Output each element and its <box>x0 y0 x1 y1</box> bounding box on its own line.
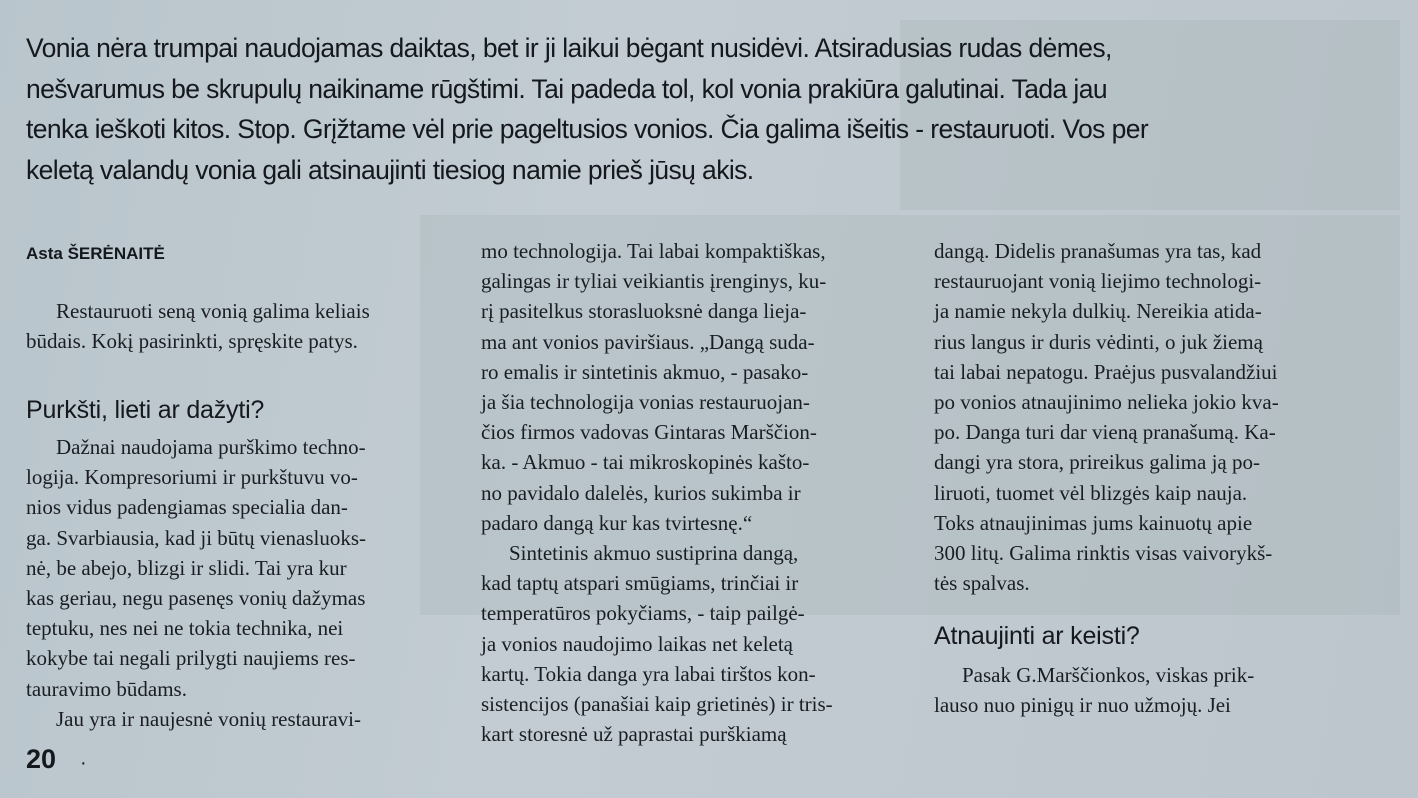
text-line: rius langus ir duris vėdinti, o juk žiemą <box>934 329 1263 354</box>
text-line: Sintetinis akmuo sustiprina dangą, <box>509 541 799 566</box>
text-line: po. Danga turi dar vieną pranašumą. Ka- <box>934 420 1276 445</box>
text-line: ja šia technologija vonias restauruojan- <box>481 390 810 415</box>
lead-line: Vonia nėra trumpai naudojamas daiktas, bet ir ji laikui bėgant nusidėvi. Atsiradusias rudas dėmes, <box>26 33 1112 63</box>
text-line: nios vidus padengiamas specialia dan- <box>26 495 348 520</box>
text-line: kokybe tai negali prilygti naujiems res- <box>26 646 356 671</box>
text-line: 300 litų. Galima rinktis visas vaivorykš- <box>934 541 1273 566</box>
text-line: Restauruoti seną vonią galima keliais <box>56 299 370 323</box>
column-3-body <box>934 660 1364 720</box>
text-line: kart storesnė už paprastai purškiamą <box>481 722 787 747</box>
text-line: ja vonios naudojimo laikas net keletą <box>481 631 794 656</box>
text-line: kad taptų atspari smūgiams, trinčiai ir <box>481 571 799 596</box>
text-line: kartų. Tokia danga yra labai tirštos kon- <box>481 661 816 686</box>
text-line: ro emalis ir sintetinis akmuo, - pasako- <box>481 359 809 384</box>
text-line: Pasak G.Marščionkos, viskas prik- <box>962 663 1255 687</box>
text-line: dangą. Didelis pranašumas yra tas, kad <box>934 239 1262 263</box>
text-line: ka. - Akmuo - tai mikroskopinės kašto- <box>481 450 810 475</box>
text-line: logija. Kompresoriumi ir purkštuvu vo- <box>26 465 358 490</box>
text-line: ma ant vonios paviršiaus. „Dangą suda- <box>481 329 815 354</box>
text-line: teptuku, nes nei ne tokia technika, nei <box>26 616 344 641</box>
text-line: rį pasitelkus storasluoksnė danga lieja- <box>481 299 807 324</box>
text-line: nė, be abejo, blizgi ir slidi. Tai yra kur <box>26 555 347 580</box>
page-number: 20 <box>26 744 57 774</box>
text-line: mo technologija. Tai labai kompaktiškas, <box>481 239 826 263</box>
text-line: restauruojant vonią liejimo technologi- <box>934 269 1262 294</box>
author-byline: Asta ŠERĖNAITĖ <box>26 244 165 263</box>
text-line: ga. Svarbiausia, kad ji būtų vienasluoks- <box>26 525 367 550</box>
lead-line: tenka ieškoti kitos. Stop. Grįžtame vėl prie pageltusios vonios. Čia galima išeitis - restauruoti. Vos per <box>26 114 1149 144</box>
section-heading: Purkšti, lieti ar dažyti? <box>26 396 265 424</box>
column-2 <box>481 236 901 749</box>
text-line: Dažnai naudojama purškimo techno- <box>56 435 366 459</box>
text-line: Jau yra ir naujesnė vonių restauravi- <box>56 706 361 731</box>
text-line: būdais. Kokį pasirinkti, spręskite patys. <box>26 329 358 354</box>
text-line: Toks atnaujinimas jums kainuotų apie <box>934 510 1253 535</box>
text-line: kas geriau, negu pasenęs vonių dažymas <box>26 586 366 611</box>
text-line: po vonios atnaujinimo nelieka jokio kva- <box>934 390 1279 415</box>
text-line: padaro dangą kur kas tvirtesnę.“ <box>481 510 753 535</box>
section-heading: Atnaujinti ar keisti? <box>934 622 1140 650</box>
page-number-dot: · <box>80 752 87 774</box>
text-line: lauso nuo pinigų ir nuo užmojų. Jei <box>934 693 1231 718</box>
column-1-body <box>26 432 446 734</box>
text-line: tės spalvas. <box>934 571 1030 596</box>
text-line: liruoti, tuomet vėl blizgės kaip nauja. <box>934 480 1248 505</box>
lead-paragraph <box>26 28 1396 190</box>
text-line: tai labai nepatogu. Praėjus pusvalandžiui <box>934 359 1278 384</box>
text-line: sistencijos (panašiai kaip grietinės) ir tris- <box>481 692 833 717</box>
text-line: čios firmos vadovas Gintaras Marščion- <box>481 420 817 445</box>
text-line: temperatūros pokyčiams, - taip pailgė- <box>481 601 805 626</box>
text-line: galingas ir tyliai veikiantis įrenginys, ku- <box>481 269 827 294</box>
text-line: ja namie nekyla dulkių. Nereikia atida- <box>934 299 1262 324</box>
column-3 <box>934 236 1364 598</box>
column-1-intro <box>26 296 446 356</box>
text-line: tauravimo būdams. <box>26 676 187 701</box>
lead-line: keletą valandų vonia gali atsinaujinti tiesiog namie prieš jūsų akis. <box>26 154 754 185</box>
lead-line: nešvarumus be skrupulų naikiname rūgštimi. Tai padeda tol, kol vonia prakiūra galutinai. Tada jau <box>26 73 1107 104</box>
text-line: dangi yra stora, prireikus galima ją po- <box>934 450 1260 475</box>
text-line: no pavidalo dalelės, kurios sukimba ir <box>481 480 801 505</box>
